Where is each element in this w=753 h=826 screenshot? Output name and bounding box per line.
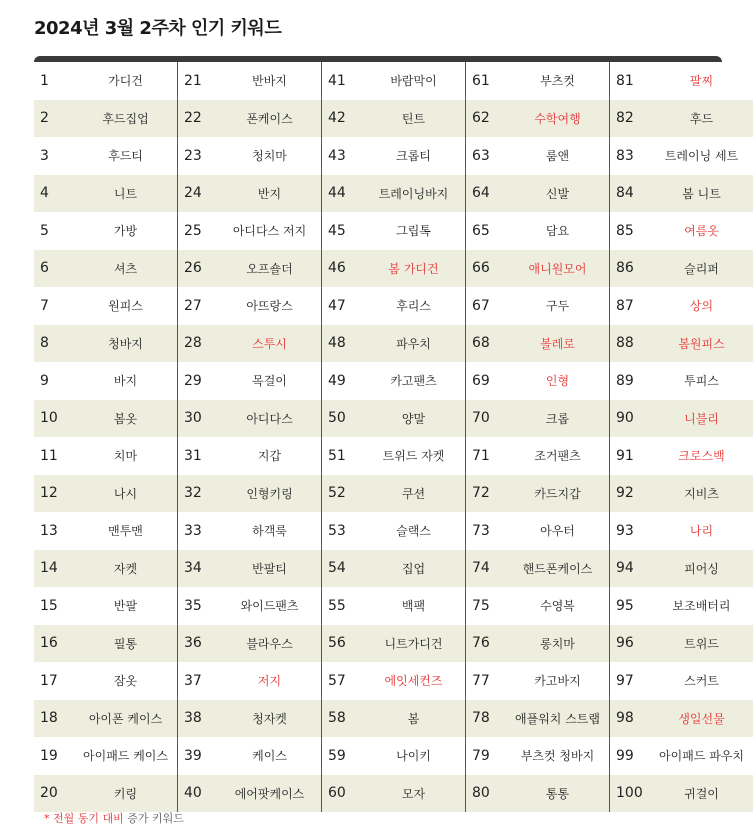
keyword: 아디다스 저지 xyxy=(218,212,322,250)
rank-number: 3 xyxy=(40,147,49,164)
rank-number: 72 xyxy=(472,485,490,502)
rank-number: 24 xyxy=(184,185,202,202)
rank-number: 14 xyxy=(40,560,58,577)
rank-number: 18 xyxy=(40,710,58,727)
keyword-table-body xyxy=(34,62,753,812)
rank-number: 4 xyxy=(40,185,49,202)
rank-number: 58 xyxy=(328,710,346,727)
keyword: 귀걸이 xyxy=(684,786,719,801)
keyword: 쿠션 xyxy=(362,475,466,513)
keyword-highlighted: 인형 xyxy=(506,362,610,400)
keyword: 후드 xyxy=(689,111,714,126)
rank-number: 94 xyxy=(616,560,634,577)
keyword: 나이키 xyxy=(362,737,466,775)
keyword: 양말 xyxy=(362,400,466,438)
table-row xyxy=(34,212,753,250)
rank-number: 35 xyxy=(184,597,202,614)
keyword-highlighted: 상의 xyxy=(689,299,714,314)
rank-number: 56 xyxy=(328,635,346,652)
keyword: 집업 xyxy=(362,550,466,588)
table-row xyxy=(34,512,753,550)
rank-number: 34 xyxy=(184,560,202,577)
rank-number: 75 xyxy=(472,597,490,614)
keyword: 카고바지 xyxy=(506,662,610,700)
keyword: 목걸이 xyxy=(218,362,322,400)
keyword: 필통 xyxy=(74,625,178,663)
rank-number: 31 xyxy=(184,447,202,464)
table-row xyxy=(34,775,753,813)
table-row xyxy=(34,737,753,775)
keyword: 트위드 xyxy=(684,636,719,651)
rank-number: 41 xyxy=(328,72,346,89)
keyword: 맨투맨 xyxy=(74,512,178,550)
rank-number: 27 xyxy=(184,297,202,314)
rank-number: 22 xyxy=(184,110,202,127)
rank-number: 73 xyxy=(472,522,490,539)
rank-number: 15 xyxy=(40,597,58,614)
rank-number: 62 xyxy=(472,110,490,127)
rank-number: 43 xyxy=(328,147,346,164)
keyword: 트레이닝바지 xyxy=(362,175,466,213)
table-row xyxy=(34,475,753,513)
rank-number: 61 xyxy=(472,72,490,89)
rank-number: 85 xyxy=(616,222,634,239)
keyword-table-container xyxy=(34,62,744,804)
keyword: 스커트 xyxy=(684,674,719,689)
keyword: 크롭티 xyxy=(362,137,466,175)
keyword: 반지 xyxy=(218,175,322,213)
table-row xyxy=(34,587,753,625)
keyword-highlighted: 수학여행 xyxy=(506,100,610,138)
keyword: 니트가디건 xyxy=(362,625,466,663)
rank-number: 49 xyxy=(328,372,346,389)
keyword: 파우치 xyxy=(362,325,466,363)
keyword: 지비츠 xyxy=(684,486,719,501)
keyword: 그립톡 xyxy=(362,212,466,250)
rank-number: 12 xyxy=(40,485,58,502)
rank-number: 77 xyxy=(472,672,490,689)
keyword: 청치마 xyxy=(218,137,322,175)
rank-number: 82 xyxy=(616,110,634,127)
rank-number: 99 xyxy=(616,747,634,764)
table-row xyxy=(34,625,753,663)
keyword: 나시 xyxy=(74,475,178,513)
rank-number: 93 xyxy=(616,522,634,539)
keyword: 후드티 xyxy=(74,137,178,175)
rank-number: 48 xyxy=(328,335,346,352)
rank-number: 88 xyxy=(616,335,634,352)
table-row xyxy=(34,100,753,138)
keyword-highlighted: 볼레로 xyxy=(506,325,610,363)
keyword: 아디다스 xyxy=(218,400,322,438)
rank-number: 83 xyxy=(616,147,634,164)
keyword: 후리스 xyxy=(362,287,466,325)
rank-number: 25 xyxy=(184,222,202,239)
rank-number: 17 xyxy=(40,672,58,689)
keyword: 수영복 xyxy=(506,587,610,625)
rank-number: 7 xyxy=(40,297,49,314)
keyword: 봄옷 xyxy=(74,400,178,438)
rank-number: 19 xyxy=(40,747,58,764)
keyword: 부츠컷 xyxy=(506,62,610,100)
keyword: 원피스 xyxy=(74,287,178,325)
rank-number: 57 xyxy=(328,672,346,689)
rank-number: 65 xyxy=(472,222,490,239)
table-row xyxy=(34,325,753,363)
keyword: 반바지 xyxy=(218,62,322,100)
rank-number: 21 xyxy=(184,72,202,89)
table-row xyxy=(34,175,753,213)
keyword: 조거팬츠 xyxy=(506,437,610,475)
keyword: 인형키링 xyxy=(218,475,322,513)
rank-number: 81 xyxy=(616,72,634,89)
keyword: 반팔 xyxy=(74,587,178,625)
keyword: 치마 xyxy=(74,437,178,475)
keyword: 핸드폰케이스 xyxy=(506,550,610,588)
keyword: 아뜨랑스 xyxy=(218,287,322,325)
rank-number: 44 xyxy=(328,185,346,202)
keyword-highlighted: 봄 가디건 xyxy=(362,250,466,288)
keyword: 바지 xyxy=(74,362,178,400)
table-row xyxy=(34,287,753,325)
keyword: 니트 xyxy=(74,175,178,213)
keyword: 부츠컷 청바지 xyxy=(506,737,610,775)
keyword: 트위드 자켓 xyxy=(362,437,466,475)
table-row xyxy=(34,362,753,400)
footnote-highlight: * 전월 동기 대비 xyxy=(44,812,124,825)
table-row xyxy=(34,250,753,288)
keyword: 반팔티 xyxy=(218,550,322,588)
rank-number: 92 xyxy=(616,485,634,502)
rank-number: 54 xyxy=(328,560,346,577)
keyword: 가디건 xyxy=(74,62,178,100)
keyword: 바람막이 xyxy=(362,62,466,100)
keyword: 아이패드 파우치 xyxy=(659,749,744,764)
keyword-highlighted: 생일선물 xyxy=(678,711,725,726)
keyword: 트레이닝 세트 xyxy=(664,149,739,164)
rank-number: 20 xyxy=(40,785,58,802)
rank-number: 36 xyxy=(184,635,202,652)
rank-number: 23 xyxy=(184,147,202,164)
rank-number: 84 xyxy=(616,185,634,202)
rank-number: 6 xyxy=(40,260,49,277)
keyword: 카고팬츠 xyxy=(362,362,466,400)
keyword-highlighted: 저지 xyxy=(218,662,322,700)
keyword-highlighted: 여름옷 xyxy=(684,224,719,239)
rank-number: 63 xyxy=(472,147,490,164)
rank-number: 91 xyxy=(616,447,634,464)
rank-number: 50 xyxy=(328,410,346,427)
keyword-highlighted: 봄원피스 xyxy=(678,336,725,351)
keyword: 모자 xyxy=(362,775,466,813)
keyword: 틴트 xyxy=(362,100,466,138)
keyword-highlighted: 스투시 xyxy=(218,325,322,363)
rank-number: 98 xyxy=(616,710,634,727)
keyword-highlighted: 나리 xyxy=(689,524,714,539)
rank-number: 71 xyxy=(472,447,490,464)
keyword: 가방 xyxy=(74,212,178,250)
rank-number: 33 xyxy=(184,522,202,539)
keyword: 크롭 xyxy=(506,400,610,438)
footnote xyxy=(44,810,184,826)
keyword: 슬랙스 xyxy=(362,512,466,550)
keyword: 키링 xyxy=(74,775,178,813)
rank-number: 52 xyxy=(328,485,346,502)
keyword: 후드집업 xyxy=(74,100,178,138)
rank-number: 40 xyxy=(184,785,202,802)
page-title: 2024년 3월 2주차 인기 키워드 xyxy=(34,18,282,39)
rank-number: 95 xyxy=(616,597,634,614)
keyword: 아우터 xyxy=(506,512,610,550)
rank-number: 69 xyxy=(472,372,490,389)
table-row xyxy=(34,62,753,100)
keyword: 에어팟케이스 xyxy=(218,775,322,813)
rank-number: 46 xyxy=(328,260,346,277)
rank-number: 55 xyxy=(328,597,346,614)
keyword: 아이폰 케이스 xyxy=(74,700,178,738)
rank-number: 26 xyxy=(184,260,202,277)
table-row xyxy=(34,400,753,438)
rank-number: 13 xyxy=(40,522,58,539)
keyword: 청자켓 xyxy=(218,700,322,738)
rank-number: 16 xyxy=(40,635,58,652)
rank-number: 67 xyxy=(472,297,490,314)
keyword: 롱치마 xyxy=(506,625,610,663)
keyword-table xyxy=(34,62,753,812)
keyword: 통통 xyxy=(506,775,610,813)
keyword-highlighted: 팔찌 xyxy=(689,74,714,89)
keyword: 구두 xyxy=(506,287,610,325)
keyword-highlighted: 니블리 xyxy=(684,411,719,426)
keyword: 와이드팬츠 xyxy=(218,587,322,625)
keyword: 청바지 xyxy=(74,325,178,363)
rank-number: 47 xyxy=(328,297,346,314)
keyword: 슬리퍼 xyxy=(684,261,719,276)
keyword: 셔츠 xyxy=(74,250,178,288)
rank-number: 70 xyxy=(472,410,490,427)
rank-number: 53 xyxy=(328,522,346,539)
rank-number: 51 xyxy=(328,447,346,464)
rank-number: 60 xyxy=(328,785,346,802)
keyword: 보조배터리 xyxy=(672,599,731,614)
rank-number: 10 xyxy=(40,410,58,427)
rank-number: 78 xyxy=(472,710,490,727)
footnote-text: 증가 키워드 xyxy=(123,812,184,825)
rank-number: 32 xyxy=(184,485,202,502)
keyword: 카드지갑 xyxy=(506,475,610,513)
rank-number: 28 xyxy=(184,335,202,352)
rank-number: 90 xyxy=(616,410,634,427)
rank-number: 1 xyxy=(40,72,49,89)
rank-number: 29 xyxy=(184,372,202,389)
rank-number: 89 xyxy=(616,372,634,389)
keyword: 신발 xyxy=(506,175,610,213)
keyword: 피어싱 xyxy=(684,561,719,576)
rank-number: 79 xyxy=(472,747,490,764)
keyword: 오프숄더 xyxy=(218,250,322,288)
rank-number: 37 xyxy=(184,672,202,689)
rank-number: 8 xyxy=(40,335,49,352)
keyword: 자켓 xyxy=(74,550,178,588)
keyword: 투피스 xyxy=(684,374,719,389)
rank-number: 30 xyxy=(184,410,202,427)
rank-number: 11 xyxy=(40,447,58,464)
rank-number: 87 xyxy=(616,297,634,314)
keyword: 봄 xyxy=(362,700,466,738)
keyword: 담요 xyxy=(506,212,610,250)
rank-number: 64 xyxy=(472,185,490,202)
table-row xyxy=(34,662,753,700)
keyword: 케이스 xyxy=(218,737,322,775)
keyword: 룸앤 xyxy=(506,137,610,175)
rank-number: 45 xyxy=(328,222,346,239)
rank-number: 100 xyxy=(616,785,643,802)
keyword: 폰케이스 xyxy=(218,100,322,138)
keyword: 아이패드 케이스 xyxy=(74,737,178,775)
rank-number: 38 xyxy=(184,710,202,727)
keyword: 잠옷 xyxy=(74,662,178,700)
keyword-highlighted: 크로스백 xyxy=(678,449,725,464)
table-row xyxy=(34,550,753,588)
rank-number: 9 xyxy=(40,372,49,389)
rank-number: 86 xyxy=(616,260,634,277)
keyword: 지갑 xyxy=(218,437,322,475)
rank-number: 66 xyxy=(472,260,490,277)
table-row xyxy=(34,437,753,475)
keyword: 애플워치 스트랩 xyxy=(506,700,610,738)
table-row xyxy=(34,700,753,738)
rank-number: 59 xyxy=(328,747,346,764)
rank-number: 2 xyxy=(40,110,49,127)
keyword: 봄 니트 xyxy=(682,186,721,201)
rank-number: 5 xyxy=(40,222,49,239)
keyword: 하객룩 xyxy=(218,512,322,550)
keyword-highlighted: 애니원모어 xyxy=(506,250,610,288)
rank-number: 80 xyxy=(472,785,490,802)
keyword-highlighted: 에잇세컨즈 xyxy=(362,662,466,700)
keyword: 백팩 xyxy=(362,587,466,625)
rank-number: 74 xyxy=(472,560,490,577)
rank-number: 39 xyxy=(184,747,202,764)
rank-number: 42 xyxy=(328,110,346,127)
rank-number: 68 xyxy=(472,335,490,352)
keyword: 블라우스 xyxy=(218,625,322,663)
rank-number: 96 xyxy=(616,635,634,652)
rank-number: 76 xyxy=(472,635,490,652)
table-row xyxy=(34,137,753,175)
rank-number: 97 xyxy=(616,672,634,689)
